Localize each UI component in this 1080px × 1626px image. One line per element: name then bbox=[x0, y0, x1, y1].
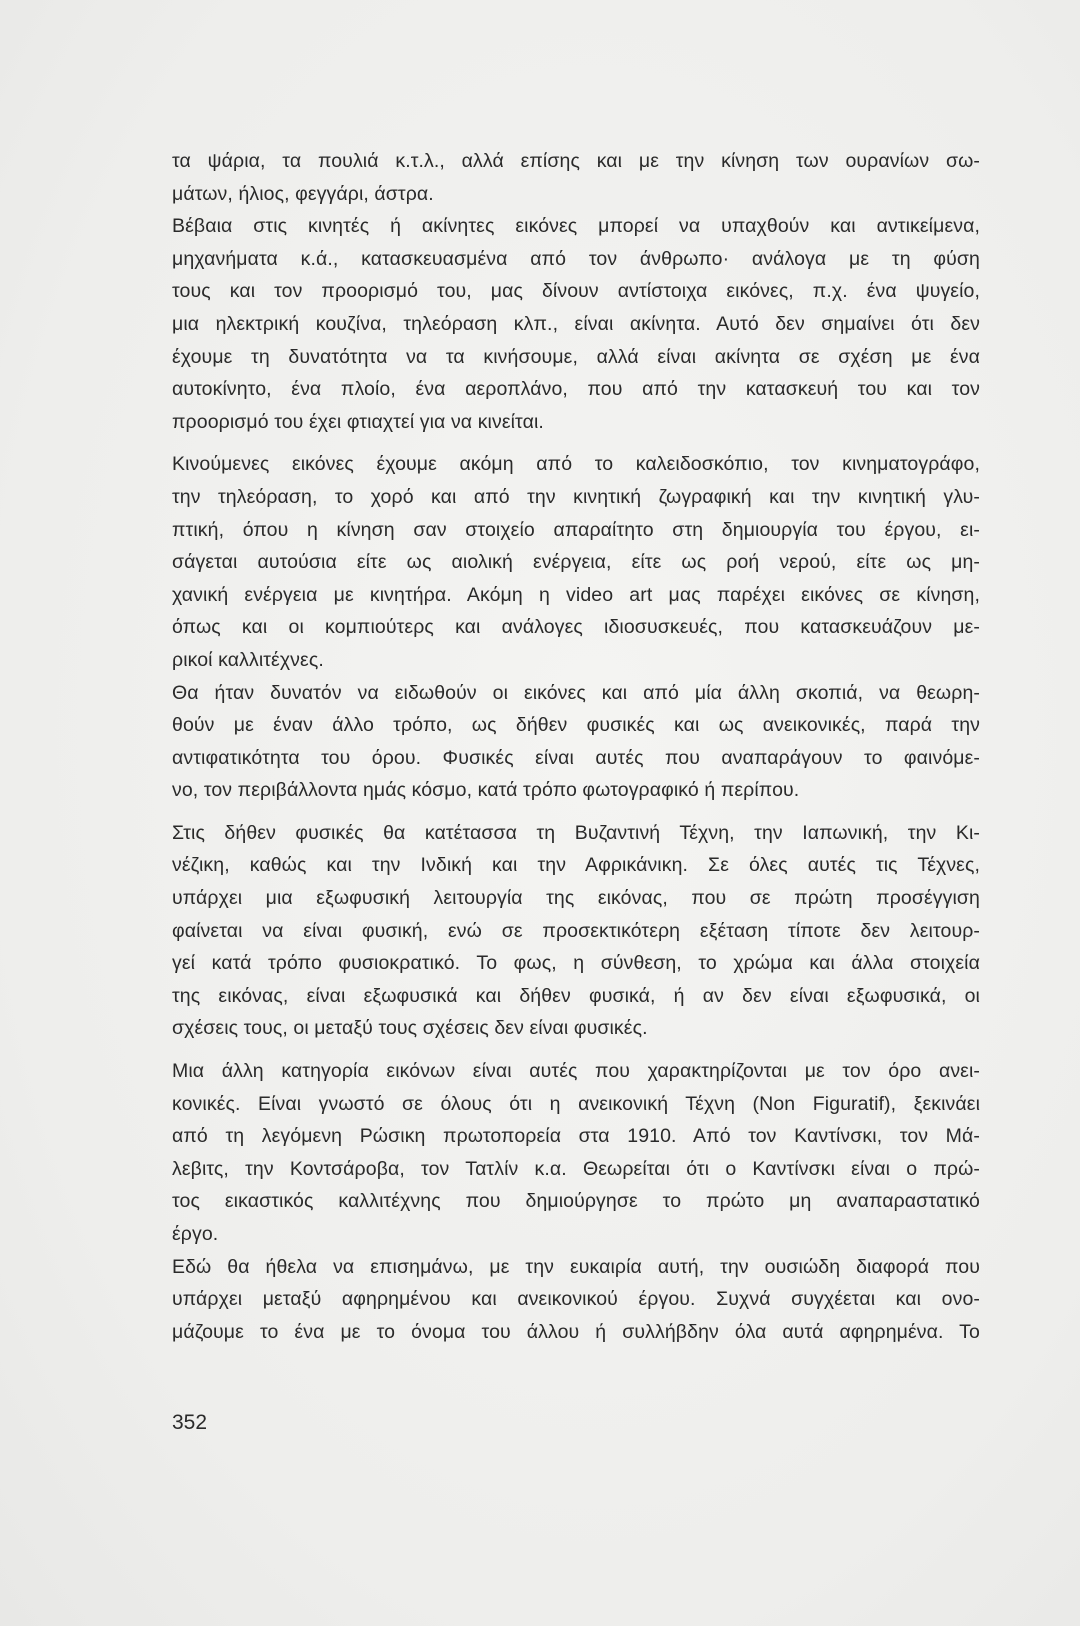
text-line: Μια άλλη κατηγορία εικόνων είναι αυτές που χαρακτηρίζονται με τον όρο ανει- bbox=[172, 1060, 980, 1083]
text-line: της εικόνας, είναι εξωφυσικά και δήθεν φυσικά, ή αν δεν είναι εξωφυσικά, οι bbox=[172, 984, 980, 1007]
text-line: λεβιτς, την Κοντσάροβα, τον Τατλίν κ.α. Θεωρείται ότι ο Καντίνσκι είναι ο πρώ- bbox=[172, 1157, 980, 1180]
text-line: μηχανήματα κ.ά., κατασκευασμένα από τον άνθρωπο· ανάλογα με τη φύση bbox=[172, 247, 980, 270]
text-line: σχέσεις τους, οι μεταξύ τους σχέσεις δεν είναι φυσικές. bbox=[172, 1017, 648, 1040]
paragraph bbox=[172, 677, 980, 807]
text-line: την τηλεόραση, το χορό και από την κινητική ζωγραφική και την κινητική γλυ- bbox=[172, 485, 980, 508]
body-text bbox=[172, 145, 980, 1348]
text-line: Βέβαια στις κινητές ή ακίνητες εικόνες μπορεί να υπαχθούν και αντικείμενα, bbox=[172, 215, 980, 238]
text-line: αντιφατικότητα του όρου. Φυσικές είναι αυτές που αναπαράγουν το φαινόμε- bbox=[172, 746, 980, 769]
text-line: μια ηλεκτρική κουζίνα, τηλεόραση κλπ., είναι ακίνητα. Αυτό δεν σημαίνει ότι δεν bbox=[172, 312, 980, 335]
paragraph bbox=[172, 1251, 980, 1349]
text-line: Κινούμενες εικόνες έχουμε ακόμη από το καλειδοσκόπιο, τον κινηματογράφο, bbox=[172, 453, 980, 476]
paragraph bbox=[172, 817, 980, 1045]
paragraph-spacer bbox=[172, 1045, 980, 1055]
text-line: έχουμε τη δυνατότητα να τα κινήσουμε, αλλά είναι ακίνητα σε σχέση με ένα bbox=[172, 345, 980, 368]
text-line: υπάρχει μια εξωφυσική λειτουργία της εικόνας, που σε πρώτη προσέγγιση bbox=[172, 887, 980, 910]
text-line: νέζικη, καθώς και την Ινδική και την Αφρικάνικη. Σε όλες αυτές τις Τέχνες, bbox=[172, 854, 980, 877]
text-line: όπως και οι κομπιούτερς και ανάλογες ιδιοσυσκευές, που κατασκευάζουν με- bbox=[172, 616, 980, 639]
paragraph bbox=[172, 145, 980, 210]
paragraph-spacer bbox=[172, 438, 980, 448]
text-line: τος εικαστικός καλλιτέχνης που δημιούργησε το πρώτο μη αναπαραστατικό bbox=[172, 1190, 980, 1213]
text-line: έργο. bbox=[172, 1223, 219, 1245]
paragraph bbox=[172, 1055, 980, 1251]
text-line: από τη λεγόμενη Ρώσικη πρωτοπορεία στα 1910. Από τον Καντίνσκι, τον Μά- bbox=[172, 1125, 980, 1148]
text-line: Θα ήταν δυνατόν να ειδωθούν οι εικόνες και από μία άλλη σκοπιά, να θεωρη- bbox=[172, 681, 980, 704]
text-line: γεί κατά τρόπο φυσιοκρατικό. Το φως, η σύνθεση, το χρώμα και άλλα στοιχεία bbox=[172, 952, 980, 975]
text-line: αυτοκίνητο, ένα πλοίο, ένα αεροπλάνο, που από την κατασκευή του και τον bbox=[172, 378, 980, 401]
text-line: σάγεται αυτούσια είτε ως αιολική ενέργεια, είτε ως ροή νερού, είτε ως μη- bbox=[172, 551, 980, 574]
page-number: 352 bbox=[172, 1411, 208, 1434]
text-line: χανική ενέργεια με κινητήρα. Ακόμη η video art μας παρέχει εικόνες σε κίνηση, bbox=[172, 583, 980, 606]
text-line: μάζουμε το ένα με το όνομα του άλλου ή συλλήβδην όλα αυτά αφηρημένα. Το bbox=[172, 1320, 980, 1343]
paragraph bbox=[172, 210, 980, 438]
text-line: κονικές. Είναι γνωστό σε όλους ότι η ανεικονική Τέχνη (Non Figuratif), ξεκινάει bbox=[172, 1092, 980, 1115]
paragraph-spacer bbox=[172, 807, 980, 817]
text-line: νο, τον περιβάλλοντα ημάς κόσμο, κατά τρόπο φωτογραφικό ή περίπου. bbox=[172, 779, 800, 802]
text-line: προορισμό του έχει φτιαχτεί για να κινείται. bbox=[172, 410, 544, 433]
paragraph bbox=[172, 448, 980, 676]
text-line: υπάρχει μεταξύ αφηρημένου και ανεικονικού έργου. Συχνά συγχέεται και ονο- bbox=[172, 1288, 980, 1311]
text-line: πτική, όπου η κίνηση σαν στοιχείο απαραίτητο στη δημιουργία του έργου, ει- bbox=[172, 518, 980, 541]
text-line: ρικοί καλλιτέχνες. bbox=[172, 648, 324, 671]
text-line: τα ψάρια, τα πουλιά κ.τ.λ., αλλά επίσης και με την κίνηση των ουρανίων σω- bbox=[172, 150, 980, 172]
text-line: μάτων, ήλιος, φεγγάρι, άστρα. bbox=[172, 182, 434, 205]
text-line: Εδώ θα ήθελα να επισημάνω, με την ευκαιρία αυτή, την ουσιώδη διαφορά που bbox=[172, 1255, 980, 1278]
text-line: θούν με έναν άλλο τρόπο, ως δήθεν φυσικές και ως ανεικονικές, παρά την bbox=[172, 714, 980, 737]
text-line: τους και τον προορισμό του, μας δίνουν αντίστοιχα εικόνες, π.χ. ένα ψυγείο, bbox=[172, 280, 980, 303]
text-line: Στις δήθεν φυσικές θα κατέτασσα τη Βυζαντινή Τέχνη, την Ιαπωνική, την Κι- bbox=[172, 821, 980, 844]
text-line: φαίνεται να είναι φυσική, ενώ σε προσεκτικότερη εξέταση τίποτε δεν λειτουρ- bbox=[172, 919, 980, 942]
